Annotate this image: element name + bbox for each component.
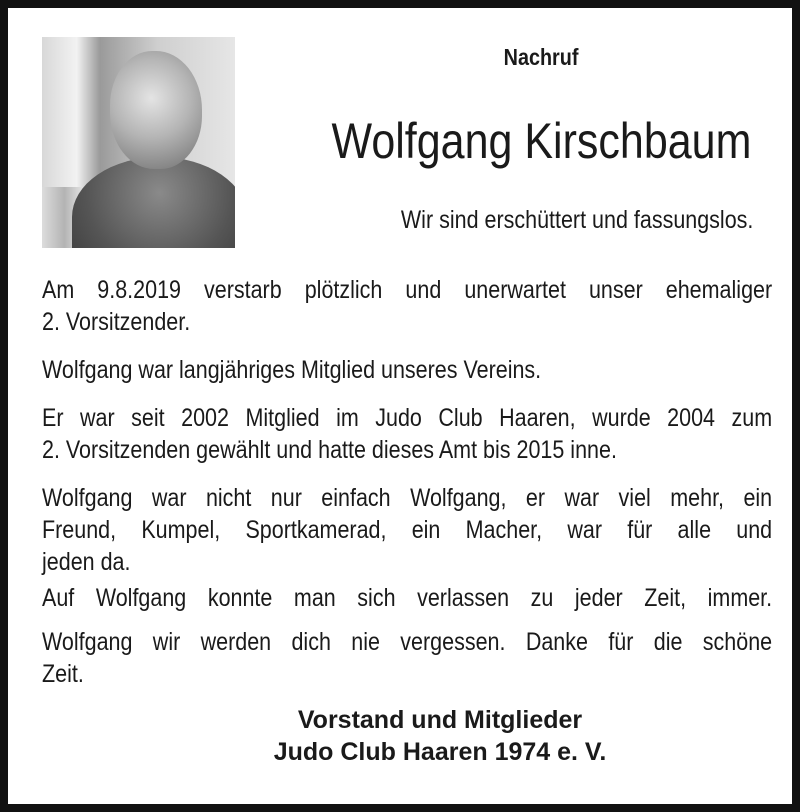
deceased-name: Wolfgang Kirschbaum xyxy=(331,113,752,169)
text-line: Wolfgang war nicht nur einfach Wolfgang, er war viel mehr, ein xyxy=(42,484,773,512)
photo-head xyxy=(110,51,202,169)
text-line: jeden da. xyxy=(42,548,131,576)
signature-line: Judo Club Haaren 1974 e. V. xyxy=(273,738,607,766)
heading: Nachruf xyxy=(503,44,579,70)
text-line: 2. Vorsitzender. xyxy=(42,308,191,336)
text-line: Freund, Kumpel, Sportkamerad, ein Macher, war für alle und xyxy=(42,516,773,544)
text-line: Auf Wolfgang konnte man sich verlassen zu jeder Zeit, immer. xyxy=(42,584,773,612)
text-line: Zeit. xyxy=(42,660,84,688)
signature xyxy=(150,704,730,768)
text-line: 2. Vorsitzenden gewählt und hatte dieses Amt bis 2015 inne. xyxy=(42,436,617,464)
text-line: Wolfgang war langjähriges Mitglied unseres Vereins. xyxy=(42,356,542,384)
photo-shoulders xyxy=(72,157,235,248)
text-line: Wolfgang wir werden dich nie vergessen. Danke für die schöne xyxy=(42,628,773,656)
text-line: Er war seit 2002 Mitglied im Judo Club Haaren, wurde 2004 zum xyxy=(42,404,773,432)
text-line: Am 9.8.2019 verstarb plötzlich und unerwartet unser ehemaliger xyxy=(42,276,773,304)
subtitle: Wir sind erschüttert und fassungslos. xyxy=(400,206,754,234)
body-text xyxy=(42,274,772,690)
signature-line: Vorstand und Mitglieder xyxy=(297,706,583,734)
portrait-photo xyxy=(42,37,235,248)
